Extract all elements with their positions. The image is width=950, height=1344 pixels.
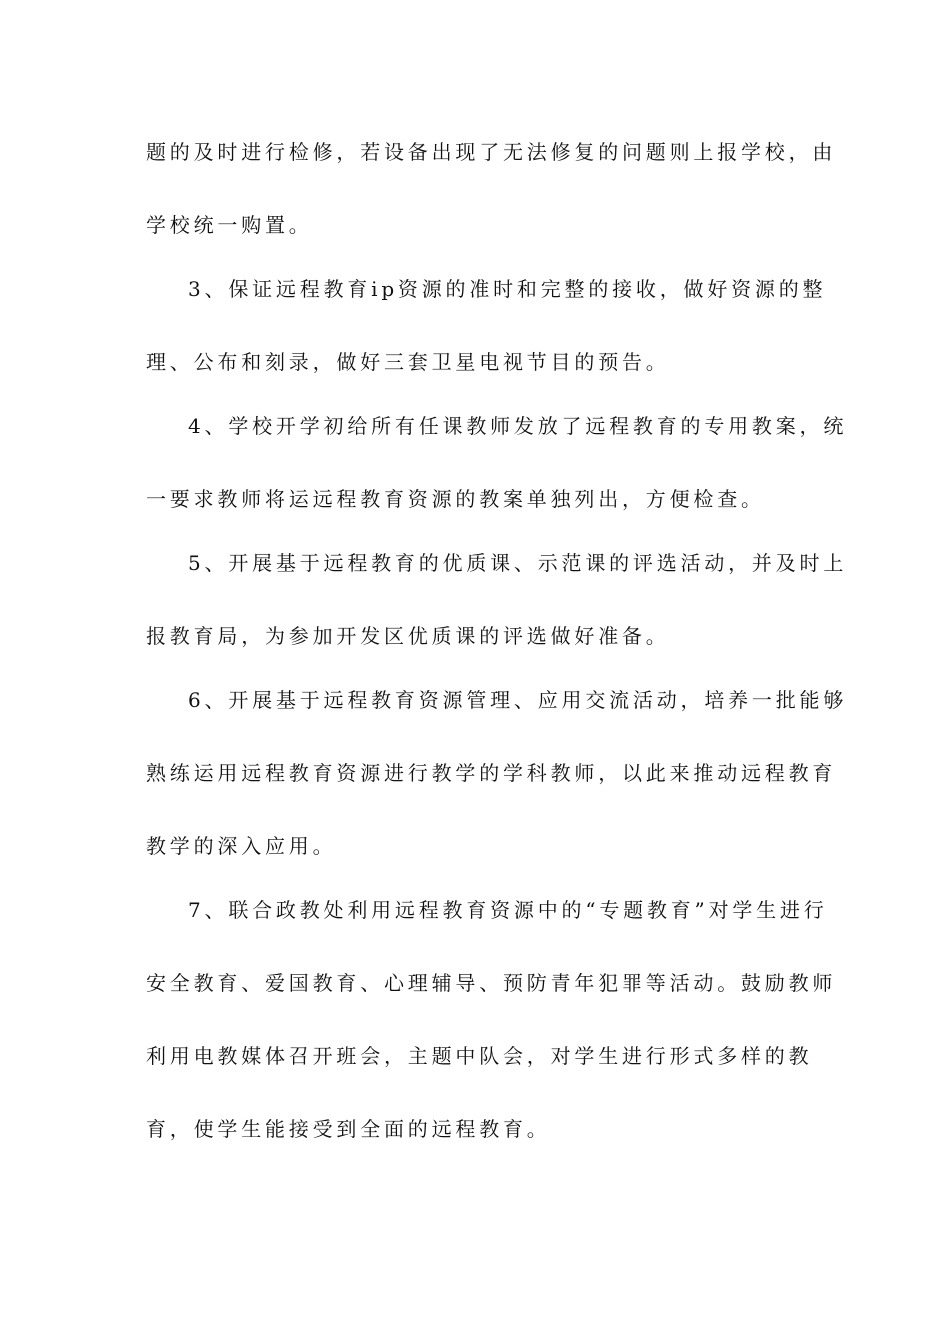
paragraph-line: 3、保证远程教育ip资源的准时和完整的接收，做好资源的整	[188, 277, 827, 301]
paragraph-line: 题的及时进行检修，若设备出现了无法修复的问题则上报学校，由	[146, 140, 837, 164]
paragraph-line: 熟练运用远程教育资源进行教学的学科教师，以此来推动远程教育	[146, 761, 837, 785]
paragraph-line: 安全教育、爱国教育、心理辅导、预防青年犯罪等活动。鼓励教师	[146, 971, 837, 995]
paragraph-line: 一要求教师将运远程教育资源的教案单独列出，方便检查。	[146, 487, 765, 511]
paragraph-line: 6、开展基于远程教育资源管理、应用交流活动，培养一批能够	[188, 688, 848, 712]
paragraph-line: 教学的深入应用。	[146, 834, 337, 858]
paragraph-line: 5、开展基于远程教育的优质课、示范课的评选活动，并及时上	[188, 551, 848, 575]
paragraph-line: 报教育局，为参加开发区优质课的评选做好准备。	[146, 624, 670, 648]
paragraph-line: 4、学校开学初给所有任课教师发放了远程教育的专用教案，统	[188, 414, 848, 438]
paragraph-line: 利用电教媒体召开班会，主题中队会，对学生进行形式多样的教	[146, 1044, 813, 1068]
paragraph-line: 理、公布和刻录，做好三套卫星电视节目的预告。	[146, 350, 670, 374]
paragraph-line: 育，使学生能接受到全面的远程教育。	[146, 1117, 551, 1141]
paragraph-line: 7、联合政教处利用远程教育资源中的“专题教育”对学生进行	[188, 898, 828, 922]
paragraph-line: 学校统一购置。	[146, 213, 313, 237]
